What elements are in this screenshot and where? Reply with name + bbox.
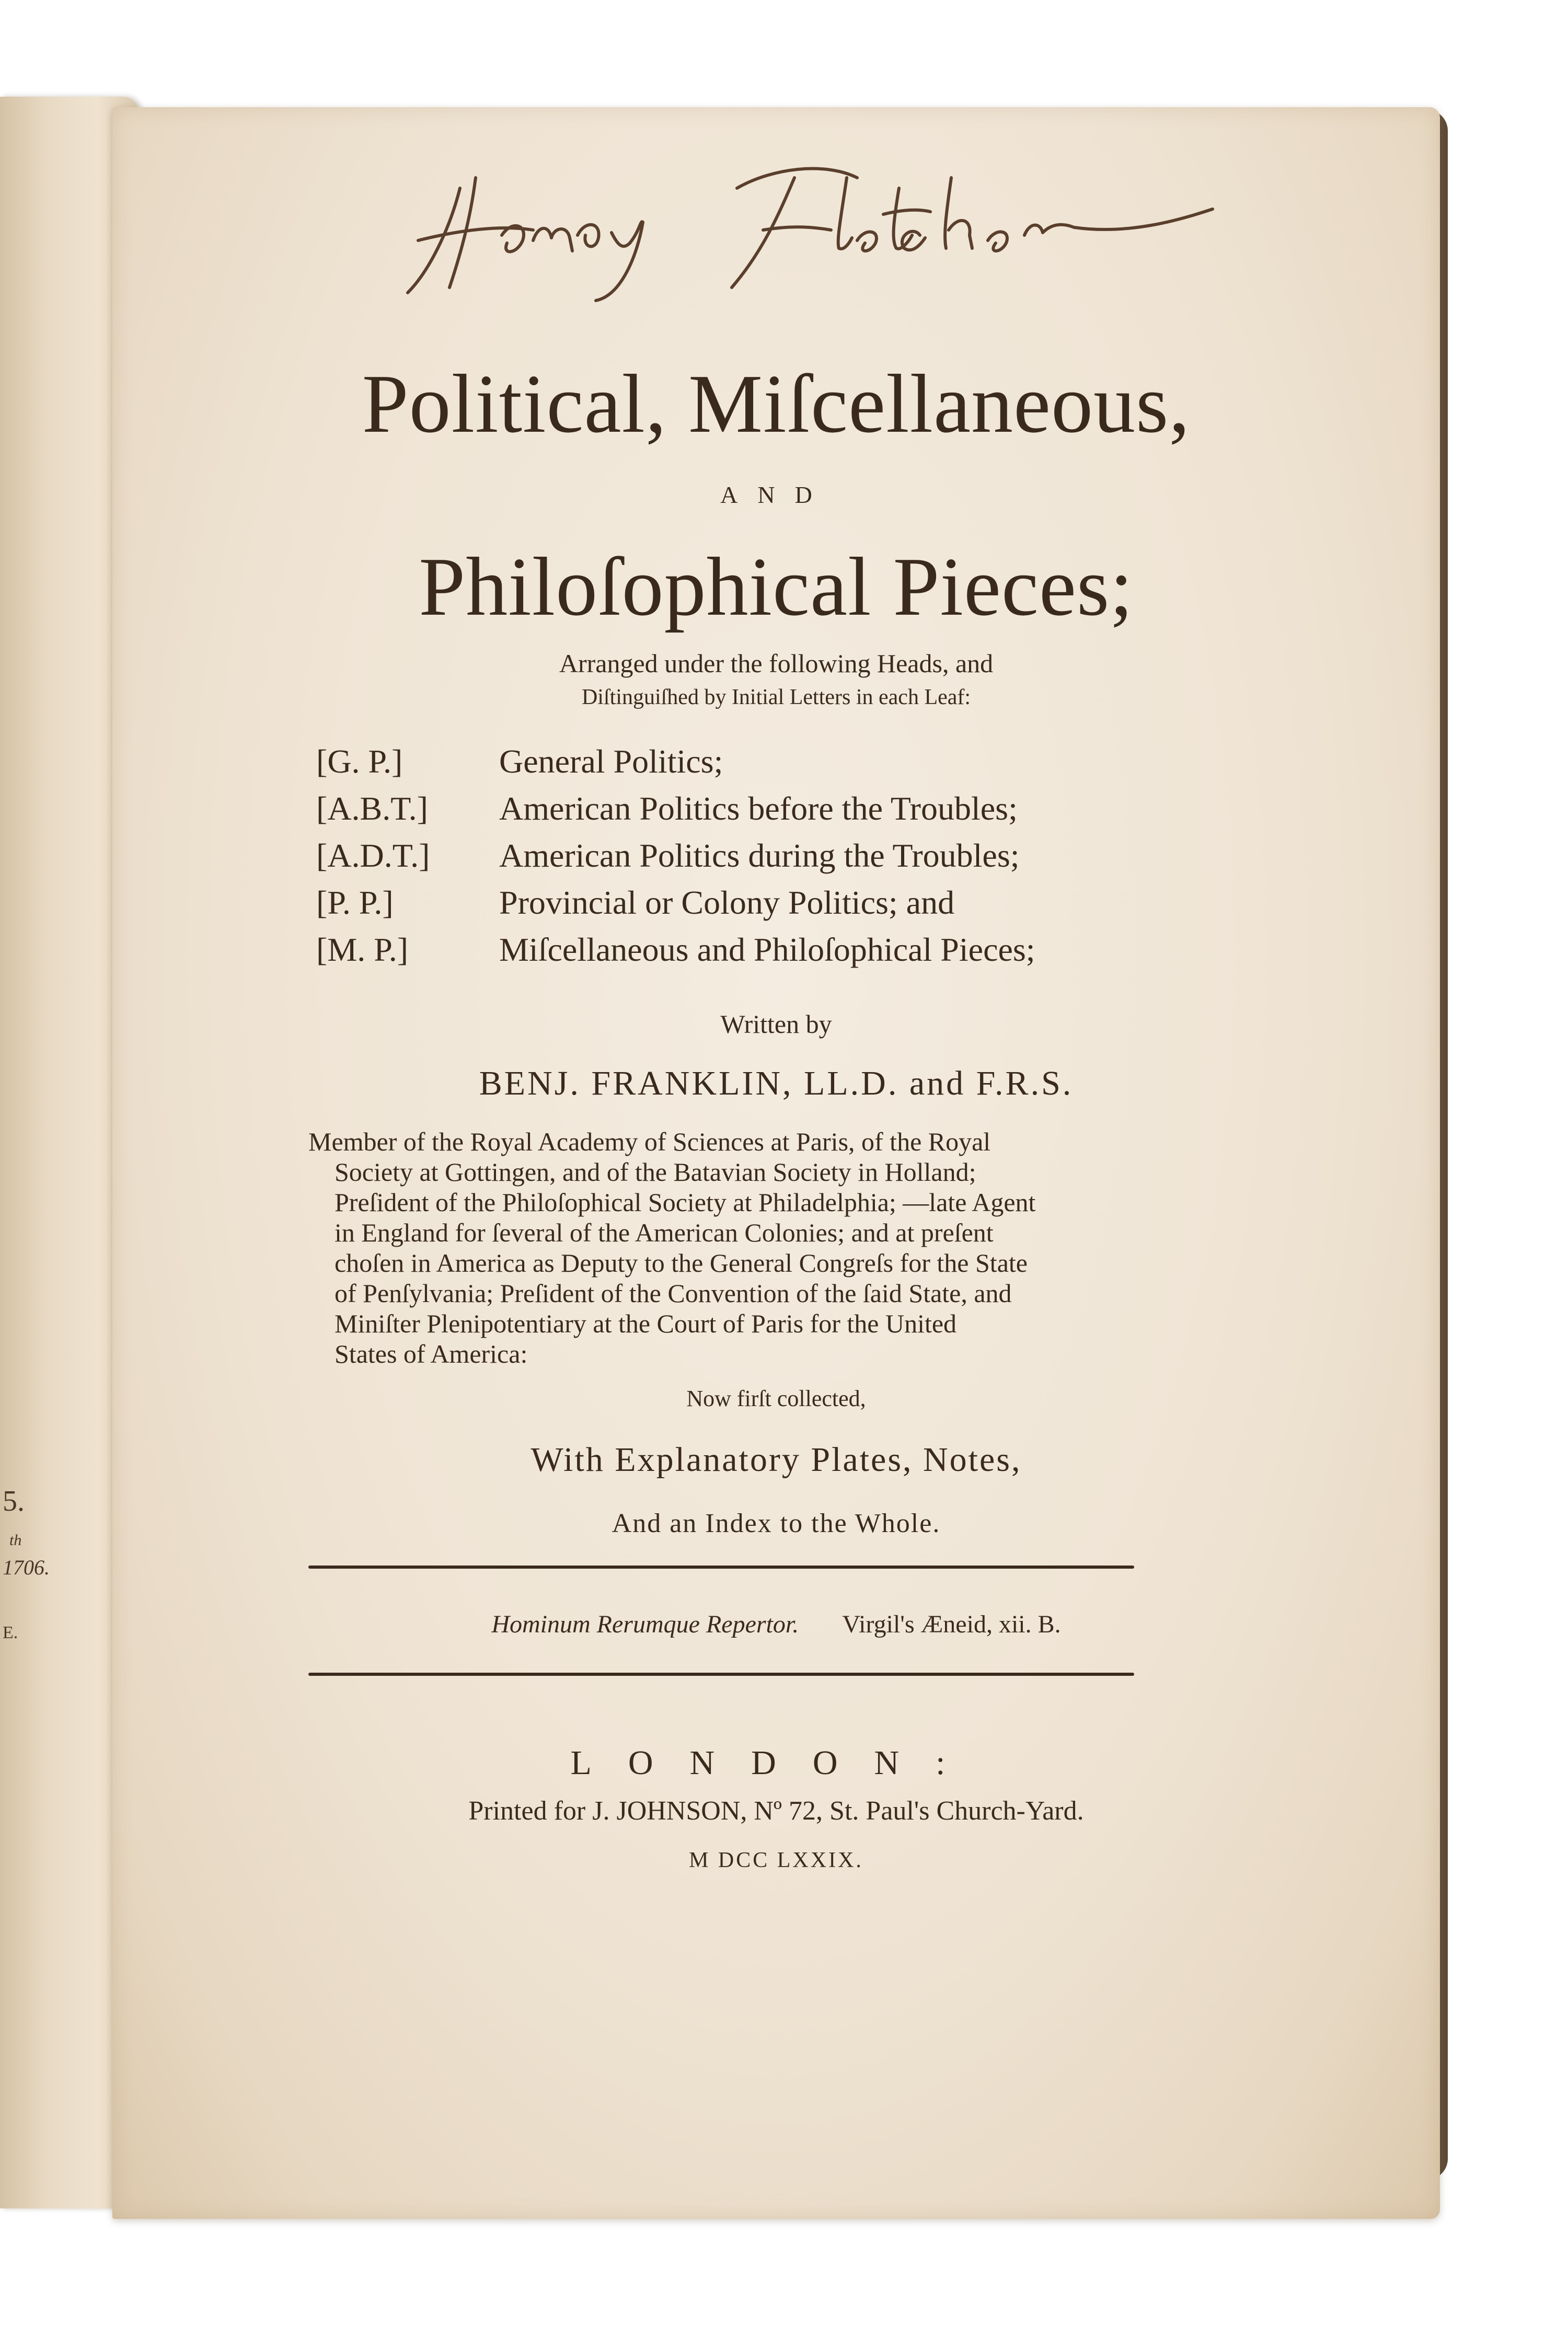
head-description: Miſcellaneous and Philoſophical Pieces; <box>499 931 1035 968</box>
credentials-line: choſen in America as Deputy to the General Congreſs for the State <box>335 1248 1028 1278</box>
arrangement-line-1: Arranged under the following Heads, and <box>559 649 994 678</box>
head-description: Provincial or Colony Politics; and <box>499 884 955 921</box>
divider-rule <box>308 1566 1134 1569</box>
index-line: And an Index to the Whole. <box>612 1509 941 1538</box>
imprint-date: M DCC LXXIX. <box>689 1848 863 1872</box>
now-collected: Now firſt collected, <box>686 1386 866 1411</box>
signature-drawing <box>397 157 1233 314</box>
left-page-mark: 1706. <box>3 1556 50 1579</box>
head-code: [P. P.] <box>316 884 394 921</box>
credentials-line: Preſident of the Philoſophical Society at Philadelphia; —late Agent <box>335 1188 1036 1217</box>
credentials-line: Member of the Royal Academy of Sciences at Paris, of the Royal <box>308 1127 991 1156</box>
author-credentials <box>308 1126 1176 1369</box>
head-code: [A.D.T.] <box>316 837 430 874</box>
credentials-line: Miniſter Plenipotentiary at the Court of Paris for the United <box>335 1309 957 1338</box>
head-description: American Politics during the Troubles; <box>499 837 1020 874</box>
head-code: [A.B.T.] <box>316 790 428 827</box>
head-code: [G. P.] <box>316 743 403 780</box>
left-page-mark: 5. <box>3 1485 25 1517</box>
head-description: American Politics before the Troubles; <box>499 790 1018 827</box>
title-conjunction: AND <box>720 481 832 508</box>
divider-rule <box>308 1673 1134 1676</box>
left-page-mark: th <box>9 1532 22 1549</box>
written-by: Written by <box>720 1009 832 1039</box>
arrangement-line-2: Diſtinguiſhed by Initial Letters in each Leaf: <box>581 685 971 709</box>
imprint-printer: Printed for J. JOHNSON, Nº 72, St. Paul's Church-Yard. <box>468 1796 1084 1826</box>
credentials-line: in England for ſeveral of the American Colonies; and at preſent <box>335 1218 994 1247</box>
imprint-city: LONDON: <box>570 1744 982 1782</box>
epigraph-source: Virgil's Æneid, xii. B. <box>842 1610 1061 1638</box>
epigraph <box>112 1610 1440 1639</box>
head-description: General Politics; <box>499 743 723 780</box>
plates-notes-line: With Explanatory Plates, Notes, <box>531 1441 1022 1479</box>
title-line-2: Philoſophical Pieces; <box>419 540 1134 633</box>
left-page-mark: E. <box>3 1623 18 1642</box>
credentials-line: of Penſylvania; Preſident of the Convention of the ſaid State, and <box>335 1279 1012 1308</box>
epigraph-quote: Hominum Rerumque Repertor. <box>491 1610 799 1638</box>
head-code: [M. P.] <box>316 931 409 968</box>
author-name: BENJ. FRANKLIN, LL.D. and F.R.S. <box>479 1064 1074 1102</box>
credentials-line: Society at Gottingen, and of the Batavian Society in Holland; <box>335 1157 976 1187</box>
credentials-line: States of America: <box>335 1339 528 1368</box>
title-line-1: Political, Miſcellaneous, <box>362 357 1191 450</box>
